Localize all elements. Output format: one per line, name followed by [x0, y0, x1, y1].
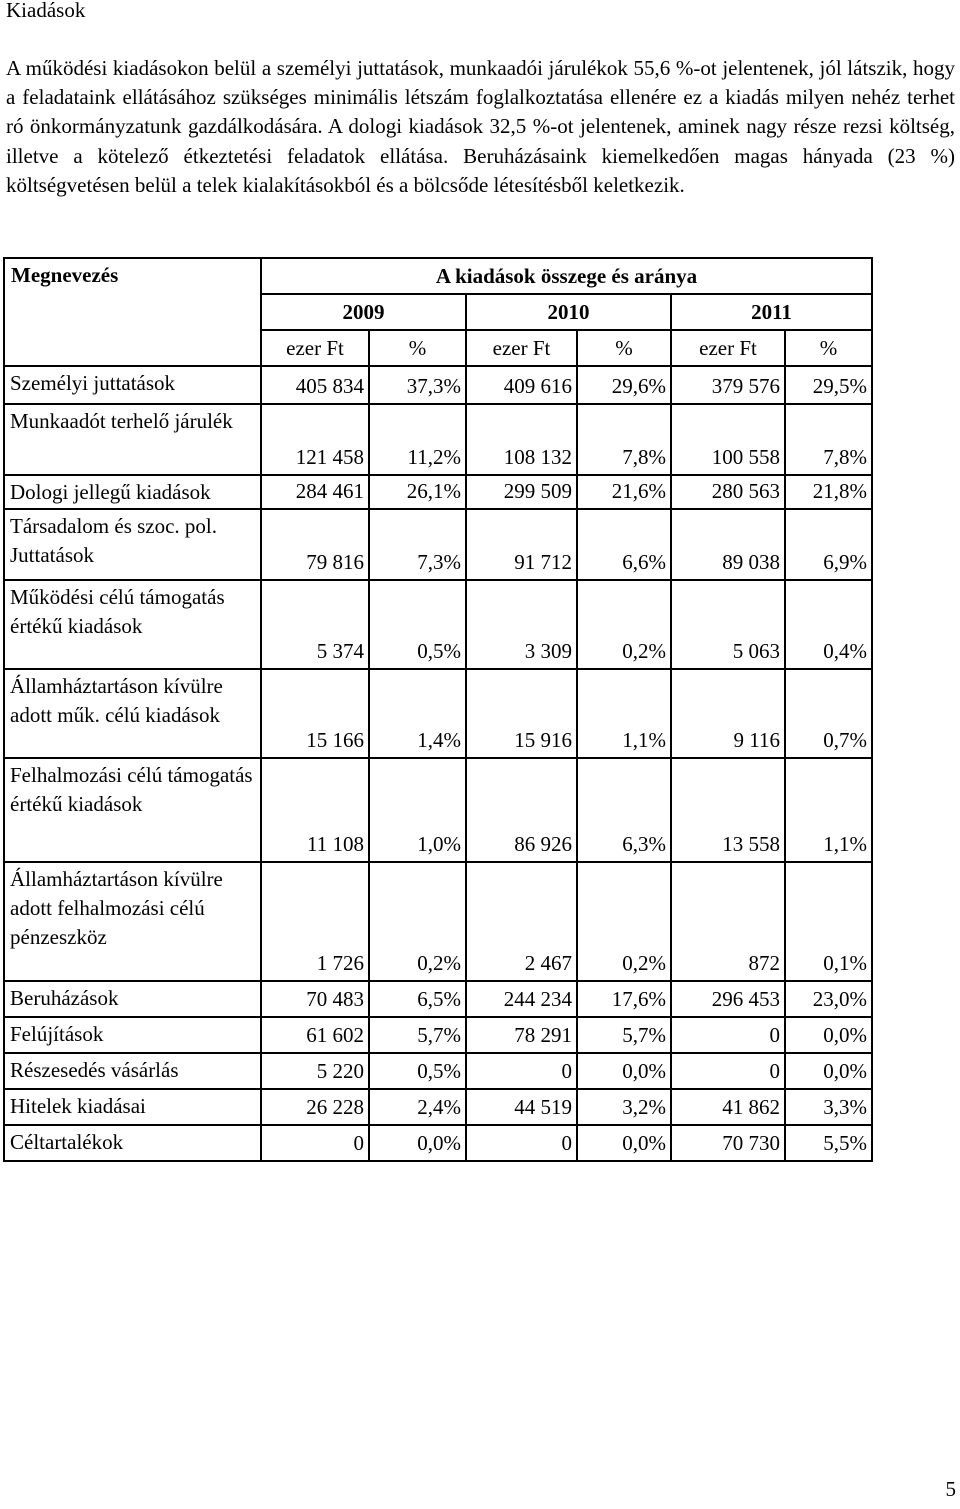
percent-cell: 29,5% [785, 366, 872, 404]
row-label: Felhalmozási célú támogatás értékű kiadások [4, 758, 261, 862]
table-row [4, 404, 872, 475]
row-label: Társadalom és szoc. pol. Juttatások [4, 509, 261, 580]
amount-cell: 0 [466, 1053, 577, 1089]
percent-cell: 21,6% [577, 475, 671, 509]
percent-cell: 0,0% [577, 1053, 671, 1089]
amount-cell: 100 558 [671, 404, 785, 475]
unit-label: ezer Ft [466, 330, 577, 366]
percent-cell: 7,8% [785, 404, 872, 475]
amount-cell: 0 [671, 1053, 785, 1089]
table-header-row [4, 258, 872, 294]
amount-cell: 11 108 [261, 758, 369, 862]
amount-cell: 5 220 [261, 1053, 369, 1089]
percent-cell: 11,2% [369, 404, 466, 475]
percent-cell: 3,3% [785, 1089, 872, 1125]
amount-cell: 296 453 [671, 981, 785, 1017]
amount-cell: 108 132 [466, 404, 577, 475]
section-title: Kiadások [6, 0, 86, 22]
group-header: A kiadások összege és aránya [261, 258, 872, 294]
page-number: 5 [945, 1477, 956, 1501]
row-label: Dologi jellegű kiadások [4, 475, 261, 509]
row-label: Céltartalékok [4, 1125, 261, 1161]
percent-cell: 21,8% [785, 475, 872, 509]
amount-cell: 872 [671, 862, 785, 981]
amount-cell: 15 916 [466, 669, 577, 758]
percent-cell: 0,2% [369, 862, 466, 981]
table-row [4, 475, 872, 509]
percent-cell: 0,0% [369, 1125, 466, 1161]
intro-paragraph: A működési kiadásokon belül a személyi juttatások, munkaadói járulékok 55,6 %-ot jelentenek, jól látszik, hogy a feladataink ellátásához szükséges minimális létszám foglalkoztatása ellenére ez a kiadás milyen nehéz terhet ró önkormányzatunk gazdálkodására. A dologi kiadások 32,5 %-ot jelentenek, aminek nagy része rezsi költség, illetve a kötelező étkeztetési feladatok ellátása. Beruházásaink kiemelkedően magas hányada (23 %) költségvetésen belül a telek kialakításokból és a bölcsőde létesítésből keletkezik. [6, 56, 955, 197]
table-row [4, 509, 872, 580]
table-row [4, 669, 872, 758]
amount-cell: 41 862 [671, 1089, 785, 1125]
unit-label: % [785, 330, 872, 366]
table-row [4, 1125, 872, 1161]
row-label: Személyi juttatások [4, 366, 261, 404]
table-row [4, 758, 872, 862]
percent-cell: 7,3% [369, 509, 466, 580]
amount-cell: 2 467 [466, 862, 577, 981]
year-header: 2010 [466, 294, 671, 330]
row-label: Részesedés vásárlás [4, 1053, 261, 1089]
table-row [4, 981, 872, 1017]
percent-cell: 2,4% [369, 1089, 466, 1125]
percent-cell: 1,0% [369, 758, 466, 862]
row-label: Államháztartáson kívülre adott műk. célú kiadások [4, 669, 261, 758]
percent-cell: 1,1% [577, 669, 671, 758]
percent-cell: 0,2% [577, 580, 671, 669]
row-label: Munkaadót terhelő járulék [4, 404, 261, 475]
percent-cell: 0,5% [369, 1053, 466, 1089]
row-label: Beruházások [4, 981, 261, 1017]
percent-cell: 3,2% [577, 1089, 671, 1125]
unit-label: ezer Ft [671, 330, 785, 366]
row-label: Felújítások [4, 1017, 261, 1053]
expenditure-table [3, 257, 873, 1162]
amount-cell: 89 038 [671, 509, 785, 580]
amount-cell: 15 166 [261, 669, 369, 758]
amount-cell: 70 483 [261, 981, 369, 1017]
amount-cell: 70 730 [671, 1125, 785, 1161]
amount-cell: 1 726 [261, 862, 369, 981]
percent-cell: 6,6% [577, 509, 671, 580]
amount-cell: 0 [466, 1125, 577, 1161]
percent-cell: 29,6% [577, 366, 671, 404]
percent-cell: 0,5% [369, 580, 466, 669]
percent-cell: 6,5% [369, 981, 466, 1017]
percent-cell: 0,1% [785, 862, 872, 981]
table-row [4, 1089, 872, 1125]
amount-cell: 0 [671, 1017, 785, 1053]
row-label: Működési célú támogatás értékű kiadások [4, 580, 261, 669]
amount-cell: 244 234 [466, 981, 577, 1017]
row-label: Hitelek kiadásai [4, 1089, 261, 1125]
table-row [4, 862, 872, 981]
percent-cell: 0,7% [785, 669, 872, 758]
percent-cell: 7,8% [577, 404, 671, 475]
percent-cell: 0,0% [785, 1017, 872, 1053]
amount-cell: 0 [261, 1125, 369, 1161]
amount-cell: 405 834 [261, 366, 369, 404]
percent-cell: 23,0% [785, 981, 872, 1017]
percent-cell: 17,6% [577, 981, 671, 1017]
amount-cell: 13 558 [671, 758, 785, 862]
percent-cell: 5,7% [369, 1017, 466, 1053]
row-label: Államháztartáson kívülre adott felhalmozási célú pénzeszköz [4, 862, 261, 981]
amount-cell: 409 616 [466, 366, 577, 404]
percent-cell: 0,4% [785, 580, 872, 669]
percent-cell: 6,9% [785, 509, 872, 580]
amount-cell: 5 374 [261, 580, 369, 669]
amount-cell: 44 519 [466, 1089, 577, 1125]
amount-cell: 61 602 [261, 1017, 369, 1053]
percent-cell: 5,5% [785, 1125, 872, 1161]
table-row [4, 1053, 872, 1089]
year-header: 2009 [261, 294, 466, 330]
amount-cell: 9 116 [671, 669, 785, 758]
amount-cell: 86 926 [466, 758, 577, 862]
amount-cell: 3 309 [466, 580, 577, 669]
amount-cell: 26 228 [261, 1089, 369, 1125]
percent-cell: 0,0% [785, 1053, 872, 1089]
corner-label: Megnevezés [4, 258, 261, 366]
percent-cell: 26,1% [369, 475, 466, 509]
table-row [4, 366, 872, 404]
amount-cell: 299 509 [466, 475, 577, 509]
amount-cell: 284 461 [261, 475, 369, 509]
percent-cell: 5,7% [577, 1017, 671, 1053]
percent-cell: 1,1% [785, 758, 872, 862]
percent-cell: 37,3% [369, 366, 466, 404]
amount-cell: 91 712 [466, 509, 577, 580]
year-header: 2011 [671, 294, 872, 330]
percent-cell: 0,2% [577, 862, 671, 981]
amount-cell: 379 576 [671, 366, 785, 404]
unit-label: % [369, 330, 466, 366]
table-row [4, 580, 872, 669]
amount-cell: 78 291 [466, 1017, 577, 1053]
amount-cell: 5 063 [671, 580, 785, 669]
percent-cell: 0,0% [577, 1125, 671, 1161]
percent-cell: 1,4% [369, 669, 466, 758]
amount-cell: 79 816 [261, 509, 369, 580]
amount-cell: 121 458 [261, 404, 369, 475]
percent-cell: 6,3% [577, 758, 671, 862]
amount-cell: 280 563 [671, 475, 785, 509]
table-row [4, 1017, 872, 1053]
unit-label: ezer Ft [261, 330, 369, 366]
unit-label: % [577, 330, 671, 366]
